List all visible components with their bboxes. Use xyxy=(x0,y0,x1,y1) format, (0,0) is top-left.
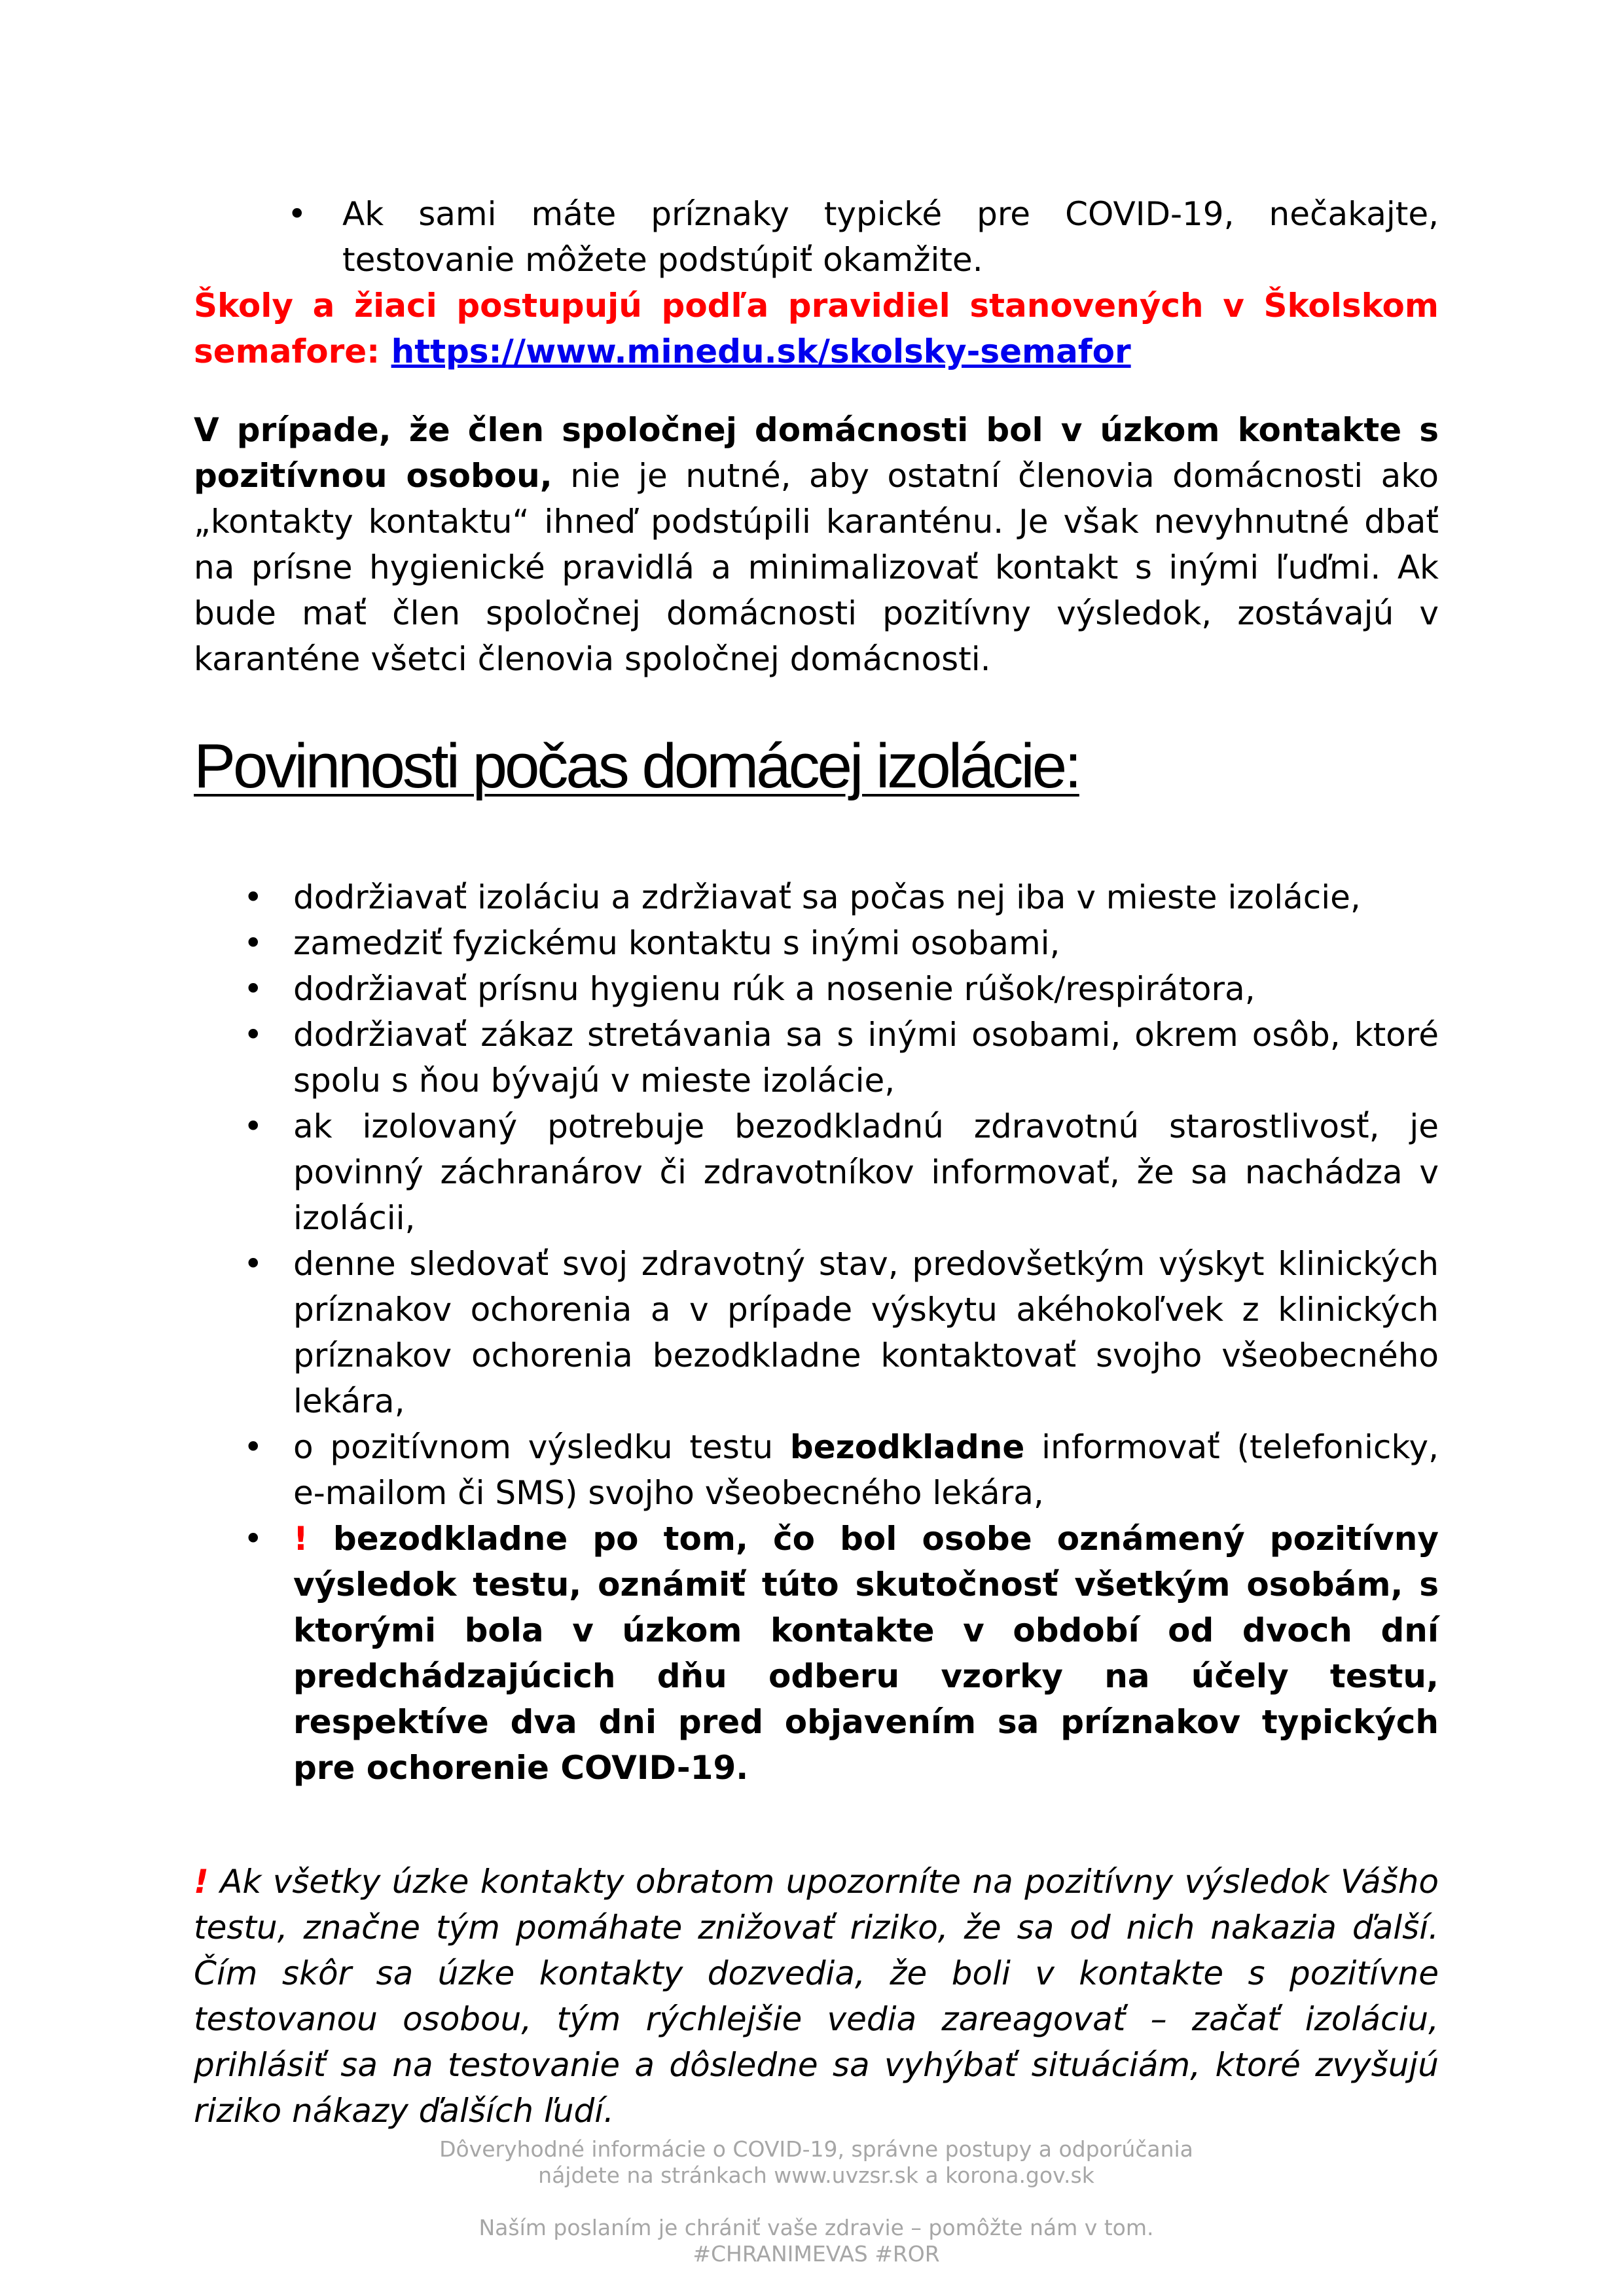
duty-text: dodržiavať izoláciu a zdržiavať sa počas nej iba v mieste izolácie, xyxy=(293,878,1361,916)
duty-text: informovať (telefonicky, e-mailom či SMS) svojho všeobecného lekára, xyxy=(293,1428,1439,1512)
bullet-icon: • xyxy=(244,1245,263,1283)
bullet-icon: • xyxy=(287,195,307,233)
household-paragraph xyxy=(194,407,1439,682)
duty-text: denne sledovať svoj zdravotný stav, predovšetkým výskyt klinických príznakov ochorenia a v prípade výskytu akéhokoľvek z klinických príznakov ochorenia bezodkladne kontaktovať svojho všeobecného lekára, xyxy=(293,1245,1439,1420)
duties-list xyxy=(194,874,1439,1791)
bullet-icon: • xyxy=(244,1428,263,1466)
duty-text: bezodkladne po tom, čo bol osobe oznámený pozitívny výsledok testu, oznámiť túto skutočnosť všetkým osobám, s ktorými bola v úzkom kontakte v období od dvoch dní predchádzajúcich dňu odberu vzorky na účely testu, respektíve dva dni pred objavením sa príznakov typických pre ochorenie COVID-19. xyxy=(293,1520,1439,1787)
duty-emphasis: bezodkladne xyxy=(789,1428,1025,1466)
bullet-icon: • xyxy=(244,970,263,1008)
list-item xyxy=(194,920,1439,966)
household-text: nie je nutné, aby ostatní členovia domácnosti ako „kontakty kontaktu“ ihneď podstúpili karanténu. Je však nevyhnutné dbať na prísne hygienické pravidlá a minimalizovať kontakt s inými ľuďmi. Ak bude mať člen spoločnej domácnosti pozitívny výsledok, zostávajú v karanténe všetci členovia spoločnej domácnosti. xyxy=(194,457,1439,678)
list-item xyxy=(194,1516,1439,1791)
footer-line: Dôveryhodné informácie o COVID-19, správne postupy a odporúčania xyxy=(439,2136,1193,2162)
bullet-icon: • xyxy=(244,924,263,962)
footer-line: Naším poslaním je chrániť vaše zdravie – pomôžte nám v tom. xyxy=(478,2215,1154,2240)
duty-text: dodržiavať zákaz stretávania sa s inými osobami, okrem osôb, ktoré spolu s ňou bývajú v mieste izolácie, xyxy=(293,1016,1439,1100)
list-item xyxy=(194,966,1439,1012)
footer-hashtags: #CHRANIMEVAS #ROR xyxy=(693,2241,940,2267)
footer-line: nájdete na stránkach www.uvzsr.sk a korona.gov.sk xyxy=(538,2162,1094,2188)
list-item xyxy=(194,874,1439,920)
bullet-icon: • xyxy=(244,878,263,916)
contacts-note xyxy=(194,1859,1439,2134)
school-semaphore-link[interactable]: https://www.minedu.sk/skolsky-semafor xyxy=(391,332,1131,370)
list-item xyxy=(194,1012,1439,1103)
duty-text: zamedziť fyzickému kontaktu s inými osobami, xyxy=(293,924,1060,962)
list-item xyxy=(194,1424,1439,1516)
schools-text: Školy a žiaci postupujú podľa pravidiel stanovených v Školskom semafore: xyxy=(194,287,1439,370)
symptoms-text: Ak sami máte príznaky typické pre COVID-19, nečakajte, testovanie môžete podstúpiť okamžite. xyxy=(342,195,1439,279)
list-item xyxy=(194,1241,1439,1424)
exclamation-icon: ! xyxy=(293,1520,308,1558)
footer-info xyxy=(194,2136,1439,2189)
symptoms-bullet xyxy=(194,191,1439,283)
footer-mission xyxy=(194,2215,1439,2267)
duty-text: dodržiavať prísnu hygienu rúk a nosenie rúšok/respirátora, xyxy=(293,970,1255,1008)
bullet-icon: • xyxy=(244,1520,263,1558)
note-text: Ak všetky úzke kontakty obratom upozorníte na pozitívny výsledok Vášho testu, značne tým pomáhate znižovať riziko, že sa od nich nakazia ďalší. Čím skôr sa úzke kontakty dozvedia, že boli v kontakte s pozitívne testovanou osobou, tým rýchlejšie vedia zareagovať – začať izoláciu, prihlásiť sa na testovanie a dôsledne sa vyhýbať situáciám, ktoré zvyšujú riziko nákazy ďalších ľudí. xyxy=(194,1863,1439,2130)
schools-paragraph xyxy=(194,283,1439,374)
page-title: Povinnosti počas domácej izolácie: xyxy=(194,731,1079,801)
bullet-icon: • xyxy=(244,1107,263,1145)
exclamation-icon: ! xyxy=(194,1863,209,1901)
bullet-icon: • xyxy=(244,1016,263,1054)
duty-text: ak izolovaný potrebuje bezodkladnú zdravotnú starostlivosť, je povinný záchranárov či zdravotníkov informovať, že sa nachádza v izolácii, xyxy=(293,1107,1439,1237)
household-bold-text: V prípade, že člen spoločnej domácnosti bol v úzkom kontakte s pozitívnou osobou, xyxy=(194,411,1439,495)
duty-text: o pozitívnom výsledku testu xyxy=(293,1428,790,1466)
document-body xyxy=(194,191,1439,2166)
list-item xyxy=(194,1103,1439,1241)
